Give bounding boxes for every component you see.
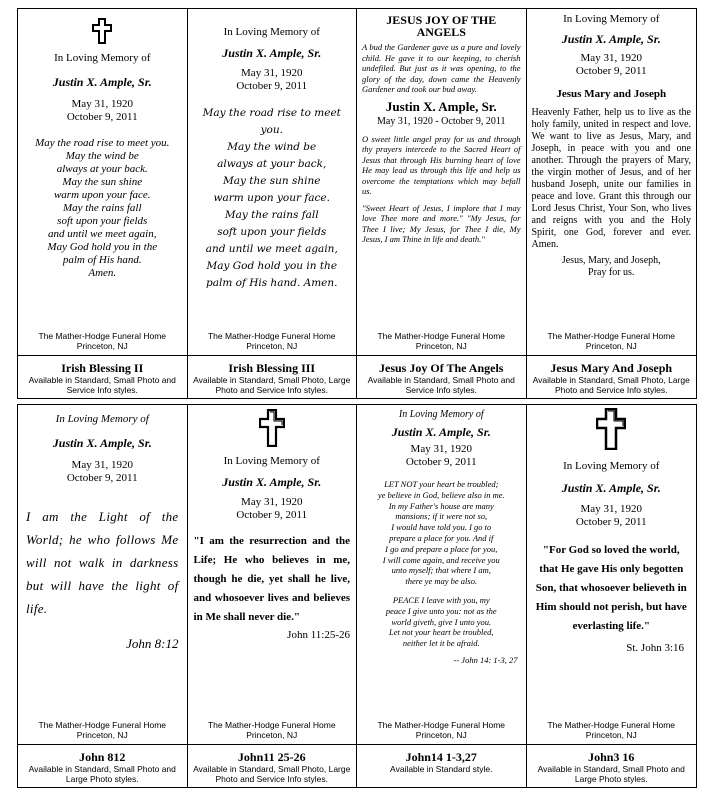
verse-line: mansions; if it were not so, bbox=[395, 511, 488, 522]
funeral-home bbox=[357, 720, 525, 740]
death-date: October 9, 2011 bbox=[236, 509, 308, 521]
caption-cell bbox=[357, 745, 527, 787]
funeral-home-name: The Mather-Hodge Funeral Home bbox=[547, 720, 676, 730]
birth-date: May 31, 1920 bbox=[71, 459, 133, 471]
card-jesus-mary-and-joseph bbox=[527, 9, 697, 355]
card-catalog bbox=[17, 8, 697, 788]
availability: Available in Standard style. bbox=[390, 764, 493, 774]
funeral-home bbox=[188, 331, 357, 351]
deceased-name: Justin X. Ample, Sr. bbox=[52, 75, 152, 89]
availability: Available in Standard, Small Photo and Large Photo styles. bbox=[537, 764, 685, 784]
caption-cell bbox=[357, 356, 527, 398]
birth-date: May 31, 1920 bbox=[71, 98, 133, 110]
verse-line: ye believe in God, believe also in me. bbox=[377, 489, 505, 500]
verse-line: May the rains fall bbox=[224, 209, 319, 221]
availability: Available in Standard, Small Photo, Large Photo and Service Info styles. bbox=[532, 375, 690, 395]
closing-line: Jesus, Mary, and Joseph, bbox=[561, 255, 661, 266]
design-name: John 812 bbox=[79, 750, 126, 764]
verse-line: May the sun shine bbox=[62, 176, 143, 188]
card-row-top bbox=[17, 8, 697, 355]
verse-line: always at your back, bbox=[217, 158, 327, 170]
caption-cell bbox=[18, 745, 188, 787]
birth-date: May 31, 1920 bbox=[410, 443, 472, 455]
funeral-home-city: Princeton, NJ bbox=[246, 341, 298, 351]
verse-line: May the rains fall bbox=[62, 202, 142, 214]
verse-line: palm of His hand. Amen. bbox=[206, 277, 338, 289]
funeral-home-city: Princeton, NJ bbox=[585, 341, 637, 351]
memory-line: In Loving Memory of bbox=[563, 460, 660, 472]
memory-line: In Loving Memory of bbox=[223, 455, 320, 467]
design-name: John3 16 bbox=[588, 750, 635, 764]
verse-second bbox=[361, 595, 521, 649]
verse-line: May God hold you in the bbox=[47, 241, 158, 253]
funeral-home-name: The Mather-Hodge Funeral Home bbox=[207, 720, 336, 730]
design-name: Jesus Joy Of The Angels bbox=[379, 361, 504, 375]
verse-line: palm of His hand. bbox=[62, 254, 142, 266]
birth-date: May 31, 1920 bbox=[241, 496, 303, 508]
prayer: Heavenly Father, help us to live as the holy family, united in respect and love. We want to live as Jesus, Mary, and Joseph, in peace with you and one another. Through the prayers of Mary, the virgin mother of Jesus, and of her husband Joseph, unite our families in peace and love. Grant this through our Lord Jesus Christ, Your Son, who lives and reigns with you and the Holy Spirit, one God, forever and ever. Amen. bbox=[531, 107, 691, 250]
verse-line: May the sun shine bbox=[222, 175, 321, 187]
cross-icon bbox=[596, 408, 626, 450]
funeral-home-city: Princeton, NJ bbox=[585, 730, 637, 740]
funeral-home-city: Princeton, NJ bbox=[76, 341, 128, 351]
verse: "I am the resurrection and the Life; He who believes in me, though he die, yet shall he live, and whosoever lives and believes in Me shall never die." bbox=[193, 535, 351, 623]
funeral-home-name: The Mather-Hodge Funeral Home bbox=[38, 720, 167, 730]
verse-reference: John 8:12 bbox=[126, 636, 179, 651]
design-name: Irish Blessing III bbox=[228, 361, 316, 375]
card-john-812 bbox=[18, 405, 188, 744]
verse: I am the Light of the World; he who follows Me will not walk in darkness but will have the light of life. bbox=[26, 509, 179, 616]
deceased-name: Justin X. Ample, Sr. bbox=[385, 98, 497, 114]
verse-line: soft upon your fields bbox=[217, 226, 327, 238]
design-name: John11 25-26 bbox=[237, 750, 306, 764]
deceased-name: Justin X. Ample, Sr. bbox=[222, 475, 322, 489]
death-date: October 9, 2011 bbox=[575, 516, 647, 528]
death-date: October 9, 2011 bbox=[236, 80, 308, 92]
funeral-home-city: Princeton, NJ bbox=[415, 341, 467, 351]
verse-line: peace I give unto you: not as the bbox=[385, 605, 497, 616]
verse-line: LET NOT your heart be troubled; bbox=[384, 479, 499, 489]
memory-line: In Loving Memory of bbox=[55, 413, 149, 425]
verse bbox=[361, 479, 521, 587]
verse-line: May the wind be bbox=[227, 141, 317, 153]
verse bbox=[24, 137, 181, 280]
funeral-home-name: The Mather-Hodge Funeral Home bbox=[377, 720, 506, 730]
verse-reference: -- John 14: 1-3, 27 bbox=[453, 654, 518, 665]
design-name: John14 1-3,27 bbox=[405, 750, 477, 764]
verse-line: Amen. bbox=[88, 267, 117, 279]
caption-cell bbox=[18, 356, 188, 398]
card-john14-1-3-27 bbox=[357, 405, 526, 744]
verse-line: and until we meet again, bbox=[205, 243, 338, 255]
funeral-home bbox=[527, 720, 697, 740]
verse-line: I would have told you. I go to bbox=[391, 522, 492, 533]
caption-cell bbox=[188, 745, 358, 787]
verse-reference: John 11:25-26 bbox=[287, 629, 351, 641]
availability: Available in Standard, Small Photo and Service Info styles. bbox=[367, 375, 515, 395]
memory-line: In Loving Memory of bbox=[398, 409, 484, 420]
funeral-home-city: Princeton, NJ bbox=[246, 730, 298, 740]
funeral-home bbox=[357, 331, 526, 351]
card-irish-blessing-iii bbox=[188, 9, 358, 355]
caption-cell bbox=[527, 745, 697, 787]
funeral-home-name: The Mather-Hodge Funeral Home bbox=[38, 331, 167, 341]
cross-icon bbox=[259, 409, 285, 447]
prayer-second: "Sweet Heart of Jesus, I implore that I may love Thee more and more." "My Jesus, for Thee I live; My Jesus, for Thee I die, My Jesus, I am Thine in life and death." bbox=[362, 202, 521, 244]
funeral-home bbox=[188, 720, 357, 740]
card-jesus-joy-of-the-angels bbox=[357, 9, 527, 355]
verse-line: always at your back. bbox=[56, 163, 148, 175]
life-dates: May 31, 1920 - October 9, 2011 bbox=[377, 115, 506, 127]
death-date: October 9, 2011 bbox=[575, 65, 647, 77]
funeral-home bbox=[527, 331, 697, 351]
card-irish-blessing-ii bbox=[18, 9, 188, 355]
death-date: October 9, 2011 bbox=[66, 111, 138, 123]
verse-line: unto myself; that where I am, bbox=[391, 565, 491, 576]
prayer-title: Jesus Mary and Joseph bbox=[556, 88, 667, 100]
verse-line: Let not your heart be troubled, bbox=[389, 627, 494, 638]
verse-reference: St. John 3:16 bbox=[626, 642, 684, 654]
card-row-bottom bbox=[17, 404, 697, 744]
poem: A bud the Gardener gave us a pure and lovely child. He gave it to our keeping, to cherish undefiled. But just as it was opening, to the glory of the day, down came the Heavenly Gardener and took our bud away. bbox=[362, 42, 521, 94]
deceased-name: Justin X. Ample, Sr. bbox=[391, 425, 491, 439]
closing-line-2: Pray for us. bbox=[588, 267, 635, 278]
funeral-home-name: The Mather-Hodge Funeral Home bbox=[547, 331, 676, 341]
verse-line: there ye may be also. bbox=[405, 576, 478, 587]
design-name: Jesus Mary And Joseph bbox=[550, 361, 673, 375]
memory-line: In Loving Memory of bbox=[54, 52, 151, 64]
verse-line: and until we meet again, bbox=[48, 228, 157, 240]
funeral-home-name: The Mather-Hodge Funeral Home bbox=[377, 331, 506, 341]
memory-line: In Loving Memory of bbox=[563, 13, 660, 25]
caption-row-top bbox=[17, 355, 697, 399]
deceased-name: Justin X. Ample, Sr. bbox=[561, 481, 661, 495]
verse-line: neither let it be afraid. bbox=[402, 638, 480, 649]
birth-date: May 31, 1920 bbox=[580, 503, 642, 515]
verse bbox=[194, 105, 351, 292]
prayer: O sweet little angel pray for us and through thy prayers intercede to the Sacred Heart of Jesus that through His burning heart of love He may lead us through this life and help us overcome the temptations which may befall us. bbox=[362, 133, 521, 196]
verse-line: world giveth, give I unto you. bbox=[391, 616, 492, 627]
verse-line: I go and prepare a place for you, bbox=[385, 543, 498, 554]
verse-line: warm upon your face. bbox=[53, 189, 151, 201]
availability: Available in Standard, Small Photo and Large Photo styles. bbox=[28, 764, 176, 784]
verse-line: warm upon your face. bbox=[213, 192, 330, 204]
cross-icon bbox=[91, 18, 113, 44]
verse-line: May God hold you in the bbox=[206, 260, 338, 272]
death-date: October 9, 2011 bbox=[405, 456, 477, 468]
caption-cell bbox=[527, 356, 697, 398]
funeral-home-name: The Mather-Hodge Funeral Home bbox=[207, 331, 336, 341]
availability: Available in Standard, Small Photo and Service Info styles. bbox=[28, 375, 176, 395]
verse-line: In my Father's house are many bbox=[388, 500, 494, 511]
deceased-name: Justin X. Ample, Sr. bbox=[52, 436, 152, 450]
verse-line: May the road rise to meet you. bbox=[202, 107, 341, 136]
availability: Available in Standard, Small Photo, Large Photo and Service Info styles. bbox=[193, 375, 351, 395]
verse-line: PEACE I leave with you, my bbox=[392, 594, 490, 605]
birth-date: May 31, 1920 bbox=[241, 67, 303, 79]
funeral-home-city: Princeton, NJ bbox=[76, 730, 128, 740]
availability: Available in Standard, Small Photo, Large Photo and Service Info styles. bbox=[193, 764, 351, 784]
verse-line: I will come again, and receive you bbox=[382, 554, 500, 565]
memory-line: In Loving Memory of bbox=[223, 26, 320, 38]
deceased-name: Justin X. Ample, Sr. bbox=[222, 46, 322, 60]
verse-line: May the road rise to meet you. bbox=[35, 137, 170, 149]
funeral-home-city: Princeton, NJ bbox=[415, 730, 467, 740]
card-title: JESUS JOY OF THE ANGELS bbox=[386, 13, 497, 39]
birth-date: May 31, 1920 bbox=[580, 52, 642, 64]
caption-row-bottom bbox=[17, 744, 697, 788]
death-date: October 9, 2011 bbox=[66, 472, 138, 484]
caption-cell bbox=[188, 356, 358, 398]
design-name: Irish Blessing II bbox=[61, 361, 144, 375]
deceased-name: Justin X. Ample, Sr. bbox=[561, 32, 661, 46]
card-john11-25-26 bbox=[188, 405, 358, 744]
verse-line: soft upon your fields bbox=[57, 215, 148, 227]
verse-line: prepare a place for you. And if bbox=[389, 532, 494, 543]
funeral-home bbox=[18, 331, 187, 351]
card-john3-16 bbox=[527, 405, 697, 744]
funeral-home bbox=[18, 720, 187, 740]
verse-line: May the wind be bbox=[65, 150, 139, 162]
verse: "For God so loved the world, that He gave His only begotten Son, that whosoever believeth in Him should not perish, but have everlasting life." bbox=[535, 544, 687, 632]
